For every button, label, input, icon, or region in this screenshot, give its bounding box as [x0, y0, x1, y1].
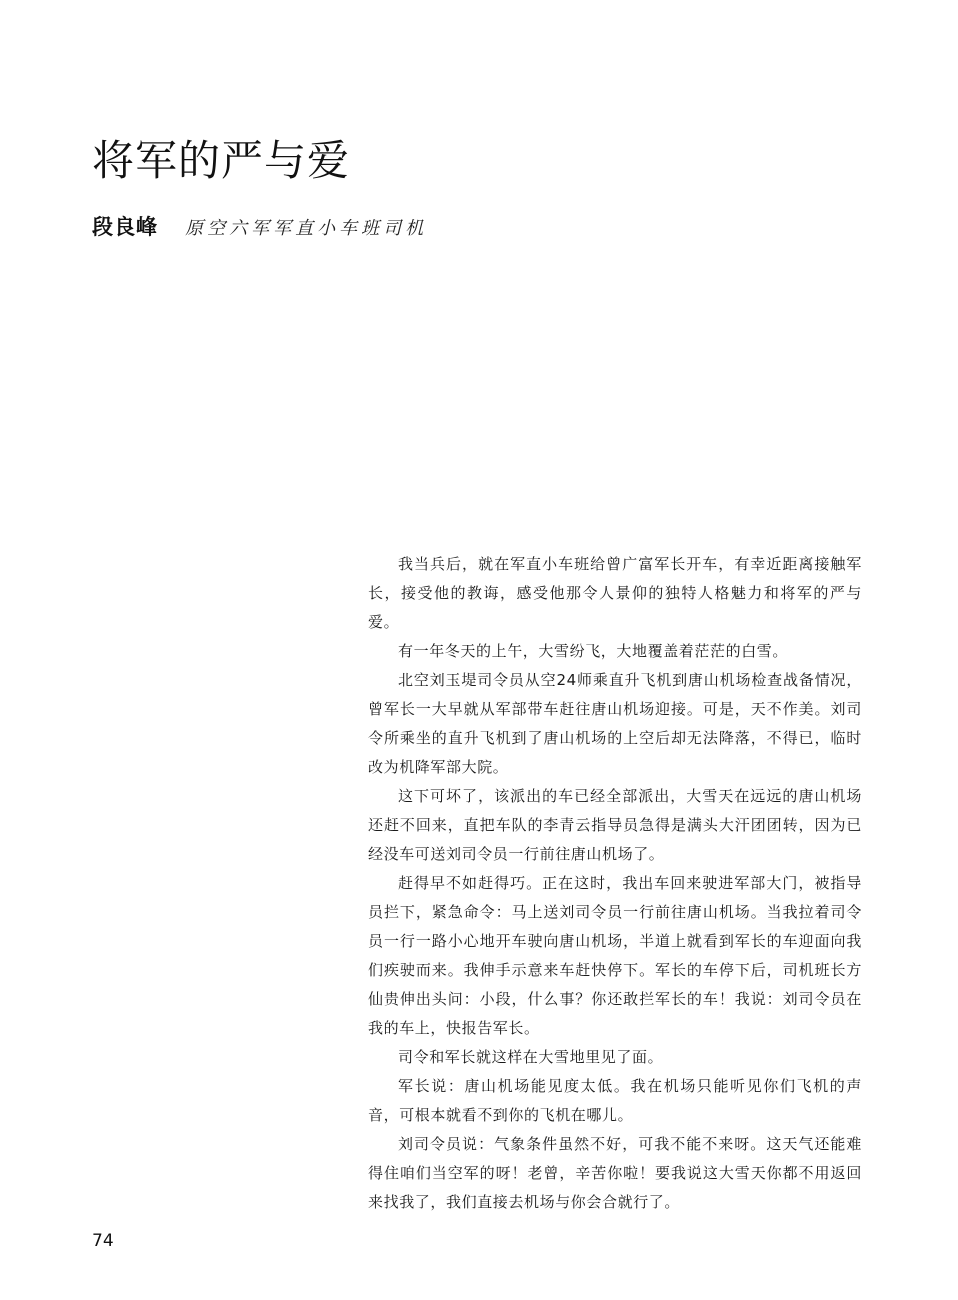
- paragraph: 我当兵后，就在军直小车班给曾广富军长开车，有幸近距离接触军长，接受他的教诲，感受他那令人景仰的独特人格魅力和将军的严与爱。: [368, 555, 862, 631]
- paragraph: 刘司令员说：气象条件虽然不好，可我不能不来呀。这天气还能难得住咱们当空军的呀！老曾，辛苦你啦！要我说这大雪天你都不用返回来找我了，我们直接去机场与你会合就行了。: [368, 1135, 862, 1211]
- author-name: 段良峰: [92, 215, 158, 239]
- paragraph: 这下可坏了，该派出的车已经全部派出，大雪天在远远的唐山机场还赶不回来，直把车队的李青云指导员急得是满头大汗团团转，因为已经没车可送刘司令员一行前往唐山机场了。: [368, 787, 862, 863]
- paragraph: 有一年冬天的上午，大雪纷飞，大地覆盖着茫茫的白雪。: [398, 642, 789, 660]
- page-number: 74: [92, 1231, 114, 1251]
- paragraph: 赶得早不如赶得巧。正在这时，我出车回来驶进军部大门，被指导员拦下，紧急命令：马上送刘司令员一行前往唐山机场。当我拉着司令员一行一路小心地开车驶向唐山机场，半道上就看到军长的车迎面向我们疾驶而来。我伸手示意来车赶快停下。军长的车停下后，司机班长方仙贵伸出头问：小段，什么事？你还敢拦军长的车！我说：刘司令员在我的车上，快报告军长。: [368, 874, 862, 1037]
- author-role: 原空六军军直小车班司机: [185, 218, 428, 239]
- paragraph: 军长说：唐山机场能见度太低。我在机场只能听见你们飞机的声音，可根本就看不到你的飞机在哪儿。: [368, 1077, 862, 1124]
- byline: [92, 214, 427, 240]
- paragraph: 北空刘玉堤司令员从空24师乘直升飞机到唐山机场检查战备情况，曾军长一大早就从军部带车赶往唐山机场迎接。可是，天不作美。刘司令所乘坐的直升飞机到了唐山机场的上空后却无法降落，不得已，临时改为机降军部大院。: [368, 671, 862, 776]
- article-title: 将军的严与爱: [92, 136, 351, 185]
- article-body: [368, 550, 862, 1217]
- paragraph: 司令和军长就这样在大雪地里见了面。: [398, 1048, 664, 1066]
